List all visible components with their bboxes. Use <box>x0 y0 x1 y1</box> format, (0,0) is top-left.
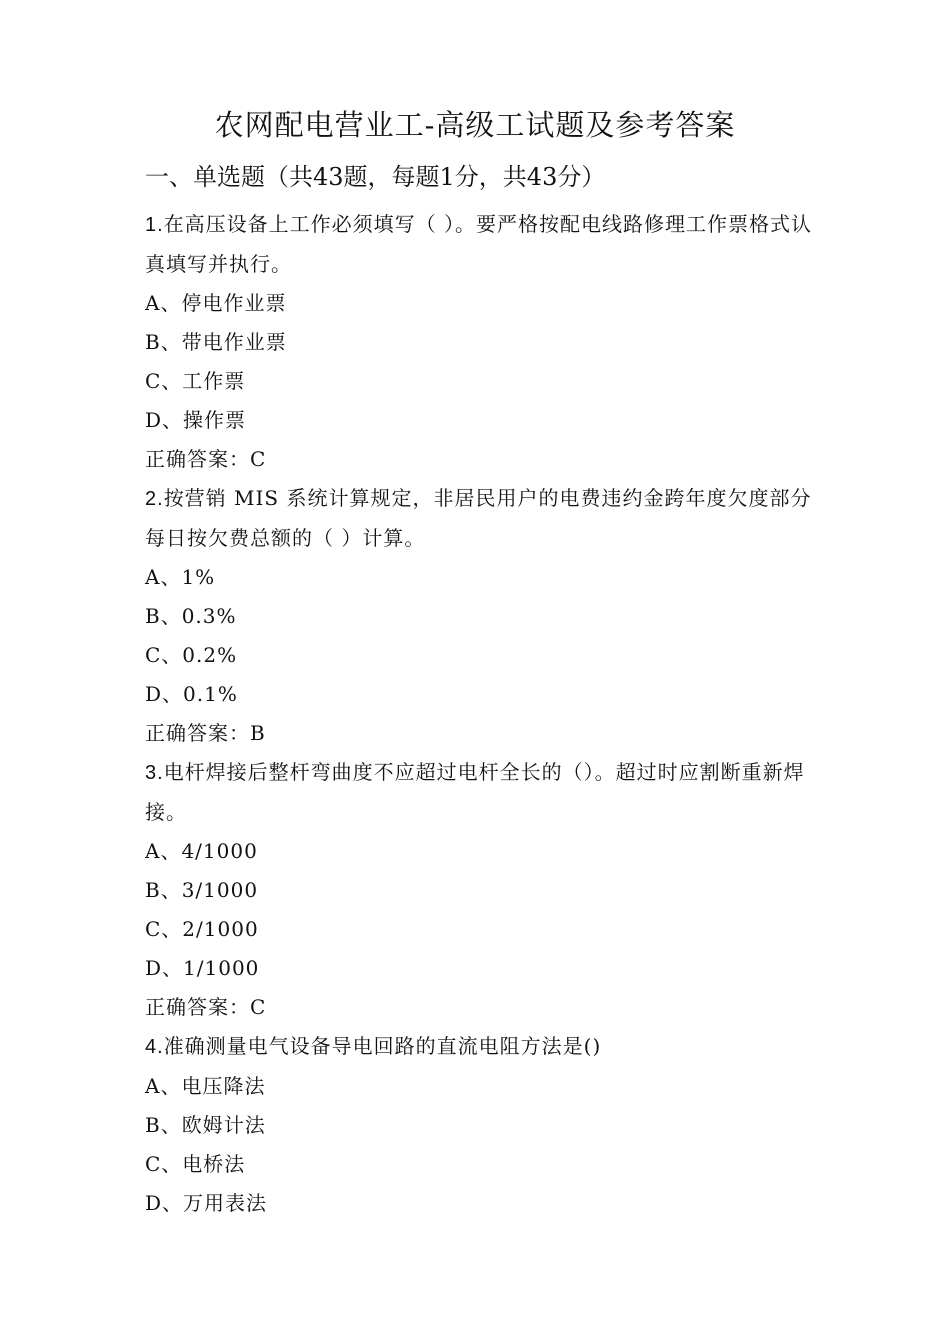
option-d: D、0.1% <box>145 682 238 706</box>
question-item <box>145 753 813 1027</box>
option-a: A、电压降法 <box>145 1074 266 1098</box>
correct-answer: 正确答案：B <box>145 721 266 745</box>
option-a: A、4/1000 <box>145 839 258 863</box>
question-list <box>145 205 813 1223</box>
correct-answer: 正确答案：C <box>145 995 267 1019</box>
option-d: D、万用表法 <box>145 1191 268 1215</box>
option-a: A、1% <box>145 565 216 589</box>
question-number: 4. <box>145 1036 164 1058</box>
question-number: 3. <box>145 762 164 784</box>
question-text: 按营销 MIS 系统计算规定，非居民用户的电费违约金跨年度欠度部分每日按欠费总额的（ ）计算。 <box>145 486 812 550</box>
option-b: B、带电作业票 <box>145 330 287 354</box>
question-stem <box>145 1027 813 1067</box>
option-b: B、3/1000 <box>145 878 259 902</box>
question-number: 1. <box>145 214 164 236</box>
option-c: C、电桥法 <box>145 1152 246 1176</box>
question-text: 电杆焊接后整杆弯曲度不应超过电杆全长的（）。超过时应割断重新焊接。 <box>145 760 805 824</box>
question-stem <box>145 753 813 832</box>
question-text: 准确测量电气设备导电回路的直流电阻方法是() <box>163 1034 602 1058</box>
correct-answer: 正确答案：C <box>145 447 267 471</box>
question-item <box>145 1027 813 1223</box>
option-d: D、操作票 <box>145 408 247 432</box>
question-item <box>145 479 813 753</box>
option-b: B、欧姆计法 <box>145 1113 266 1137</box>
option-c: C、2/1000 <box>145 917 259 941</box>
option-a: A、停电作业票 <box>145 291 287 315</box>
option-c: C、工作票 <box>145 369 246 393</box>
document-title: 农网配电营业工-高级工试题及参考答案 <box>214 108 736 142</box>
question-item <box>145 205 813 479</box>
question-stem <box>145 205 813 284</box>
option-b: B、0.3% <box>145 604 237 628</box>
question-number: 2. <box>145 488 164 510</box>
question-text: 在高压设备上工作必须填写（ ）。要严格按配电线路修理工作票格式认真填写并执行。 <box>145 212 813 276</box>
option-c: C、0.2% <box>145 643 238 667</box>
question-stem <box>145 479 813 558</box>
option-d: D、1/1000 <box>145 956 260 980</box>
section-title: 一、单选题（共43题，每题1分，共43分） <box>145 163 606 191</box>
